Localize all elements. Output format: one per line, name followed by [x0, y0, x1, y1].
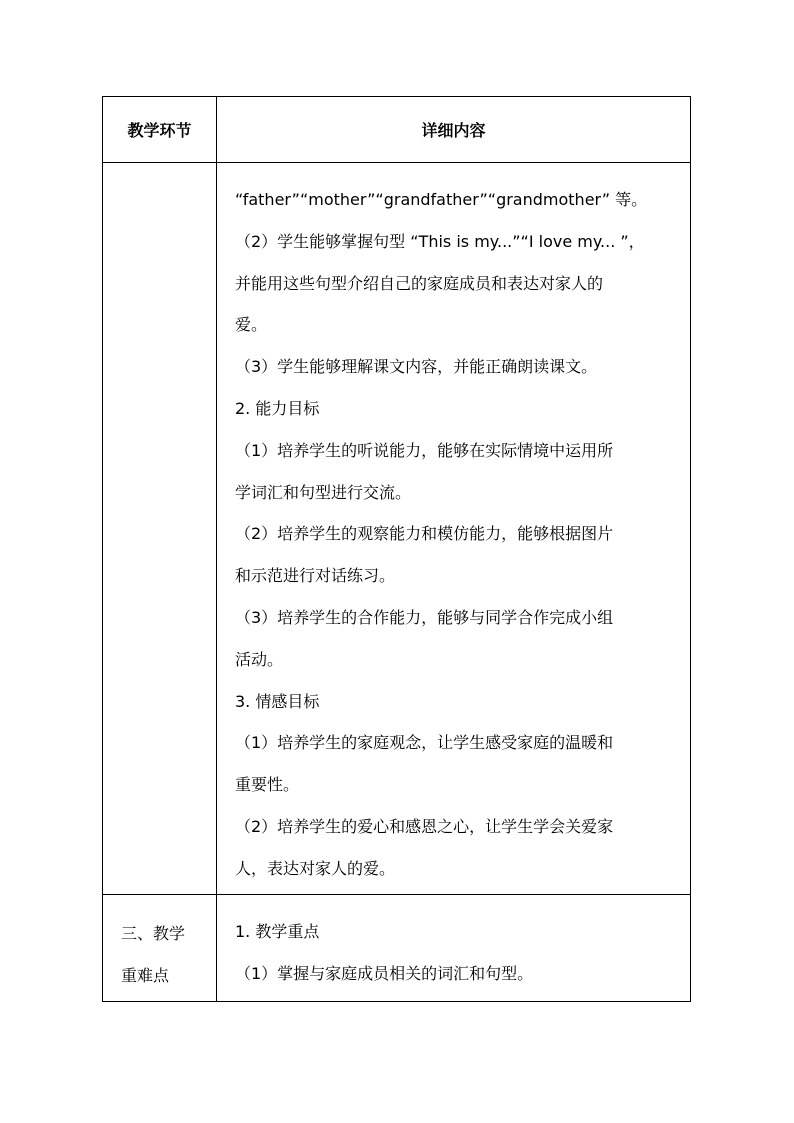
- key-points-content: [217, 895, 690, 995]
- content-line: 并能用这些句型介绍自己的家庭成员和表达对家人的: [235, 273, 604, 293]
- table-row: [103, 163, 691, 895]
- content-line: （2）培养学生的观察能力和模仿能力，能够根据图片: [235, 524, 614, 544]
- section-label: [103, 163, 216, 181]
- content-line: 和示范进行对话练习。: [235, 566, 396, 586]
- content-line: 3. 情感目标: [235, 691, 320, 711]
- content-line: （2）培养学生的爱心和感恩之心，让学生学会关爱家: [235, 816, 614, 836]
- content-line: （2）学生能够掌握句型 “This is my...”“I love my... ”，: [235, 231, 645, 251]
- table-header-row: [103, 97, 691, 163]
- section-label: [103, 895, 216, 997]
- content-line: 2. 能力目标: [235, 398, 320, 418]
- section-label-line: 重难点: [121, 966, 170, 985]
- content-line: 爱。: [235, 315, 268, 335]
- content-line: （3）培养学生的合作能力，能够与同学合作完成小组: [235, 607, 614, 627]
- table-row: [103, 895, 691, 1002]
- content-line: （1）培养学生的听说能力，能够在实际情境中运用所: [235, 440, 614, 460]
- section-cell-key-difficult-points: [103, 895, 217, 1002]
- content-line: 1. 教学重点: [235, 922, 320, 941]
- lesson-plan-table: [102, 96, 691, 1002]
- content-line: 重要性。: [235, 775, 300, 795]
- content-line: 学词汇和句型进行交流。: [235, 482, 412, 502]
- content-line: 活动。: [235, 649, 284, 669]
- content-line: （3）学生能够理解课文内容，并能正确朗读课文。: [235, 357, 598, 377]
- objectives-content: [217, 163, 690, 890]
- content-cell-key-points: [217, 895, 691, 1002]
- content-line: （1）培养学生的家庭观念，让学生感受家庭的温暖和: [235, 733, 614, 753]
- content-cell-objectives: [217, 163, 691, 895]
- content-line: （1）掌握与家庭成员相关的词汇和句型。: [235, 963, 534, 983]
- header-teaching-stage: 教学环节: [103, 97, 217, 163]
- section-cell-empty: [103, 163, 217, 895]
- header-detailed-content: 详细内容: [217, 97, 691, 163]
- content-line: “father”“mother”“grandfather”“grandmother” 等。: [235, 190, 648, 209]
- section-label-line: 三、教学: [121, 924, 186, 943]
- content-line: 人，表达对家人的爱。: [235, 858, 396, 878]
